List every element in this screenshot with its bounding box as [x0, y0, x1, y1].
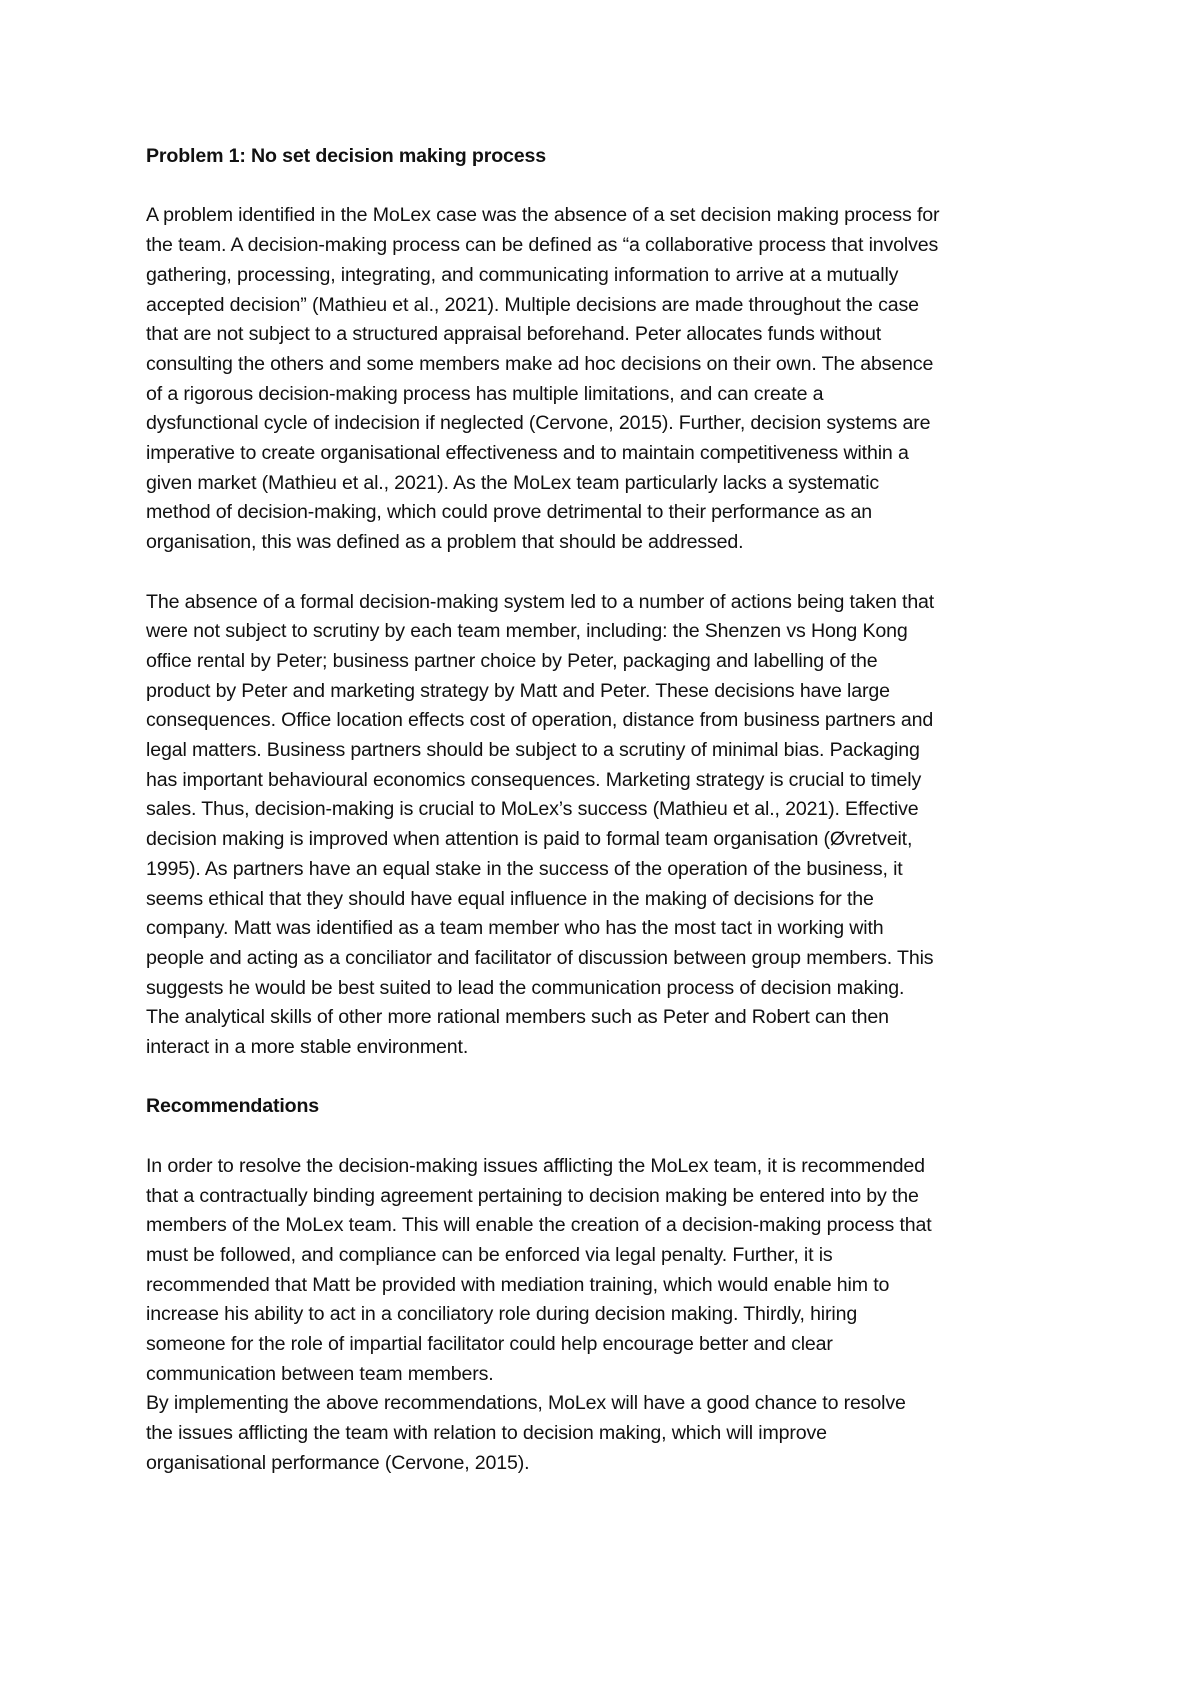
analysis-paragraph [146, 588, 1066, 1063]
problem-paragraph [146, 201, 1066, 557]
text-line: given market (Mathieu et al., 2021). As the MoLex team particularly lacks a systematic [146, 471, 880, 494]
recommendations-paragraph [146, 1152, 1066, 1479]
spacer [146, 172, 1066, 202]
text-line: has important behavioural economics consequences. Marketing strategy is crucial to timely [146, 768, 922, 791]
text-line: consulting the others and some members make ad hoc decisions on their own. The absence [146, 352, 934, 375]
text-line: dysfunctional cycle of indecision if neglected (Cervone, 2015). Further, decision systems are [146, 412, 931, 435]
text-line: consequences. Office location effects cost of operation, distance from business partners and [146, 709, 934, 732]
text-line: product by Peter and marketing strategy by Matt and Peter. These decisions have large [146, 679, 890, 702]
text-line: that are not subject to a structured appraisal beforehand. Peter allocates funds without [146, 323, 882, 346]
text-line: people and acting as a conciliator and facilitator of discussion between group members. This [146, 946, 934, 969]
text-line: communication between team members. [146, 1362, 494, 1385]
text-line: that a contractually binding agreement pertaining to decision making be entered into by the [146, 1184, 919, 1207]
text-line: 1995). As partners have an equal stake in the success of the operation of the business, it [146, 857, 903, 880]
text-line: were not subject to scrutiny by each team member, including: the Shenzen vs Hong Kong [146, 620, 908, 643]
text-line: increase his ability to act in a conciliatory role during decision making. Thirdly, hiring [146, 1303, 858, 1326]
text-line: By implementing the above recommendations, MoLex will have a good chance to resolve [146, 1392, 906, 1415]
text-line: company. Matt was identified as a team member who has the most tact in working with [146, 917, 884, 940]
spacer [146, 1063, 1066, 1093]
text-line: The absence of a formal decision-making system led to a number of actions being taken that [146, 590, 935, 613]
text-line: A problem identified in the MoLex case was the absence of a set decision making process for [146, 204, 940, 227]
spacer [146, 558, 1066, 588]
text-line: organisational performance (Cervone, 2015). [146, 1451, 530, 1474]
text-line: sales. Thus, decision-making is crucial to MoLex’s success (Mathieu et al., 2021). Effective [146, 798, 919, 821]
text-line: legal matters. Business partners should be subject to a scrutiny of minimal bias. Packaging [146, 739, 920, 762]
text-line: interact in a more stable environment. [146, 1036, 469, 1059]
text-line: decision making is improved when attention is paid to formal team organisation (Øvretveit, [146, 828, 913, 851]
spacer [146, 1122, 1066, 1152]
text-line: members of the MoLex team. This will enable the creation of a decision-making process that [146, 1214, 932, 1237]
text-line: accepted decision” (Mathieu et al., 2021). Multiple decisions are made throughout the case [146, 293, 919, 316]
text-line: the team. A decision-making process can be defined as “a collaborative process that involves [146, 234, 939, 257]
text-line: method of decision-making, which could prove detrimental to their performance as an [146, 501, 872, 524]
text-line: The analytical skills of other more rational members such as Peter and Robert can then [146, 1006, 889, 1029]
text-line: someone for the role of impartial facilitator could help encourage better and clear [146, 1333, 833, 1356]
document-body [146, 142, 1066, 1479]
text-line: In order to resolve the decision-making issues afflicting the MoLex team, it is recommended [146, 1154, 925, 1177]
recommendations-heading: Recommendations [146, 1095, 320, 1118]
text-line: must be followed, and compliance can be enforced via legal penalty. Further, it is [146, 1243, 833, 1266]
text-line: suggests he would be best suited to lead the communication process of decision making. [146, 976, 905, 999]
problem-heading: Problem 1: No set decision making process [146, 145, 546, 167]
text-line: organisation, this was defined as a problem that should be addressed. [146, 531, 744, 554]
text-line: recommended that Matt be provided with mediation training, which would enable him to [146, 1273, 890, 1296]
text-line: imperative to create organisational effectiveness and to maintain competitiveness within a [146, 442, 909, 465]
text-line: of a rigorous decision-making process has multiple limitations, and can create a [146, 382, 824, 405]
text-line: seems ethical that they should have equal influence in the making of decisions for the [146, 887, 874, 910]
text-line: gathering, processing, integrating, and communicating information to arrive at a mutually [146, 263, 899, 286]
text-line: the issues afflicting the team with relation to decision making, which will improve [146, 1422, 827, 1445]
text-line: office rental by Peter; business partner choice by Peter, packaging and labelling of the [146, 649, 878, 672]
